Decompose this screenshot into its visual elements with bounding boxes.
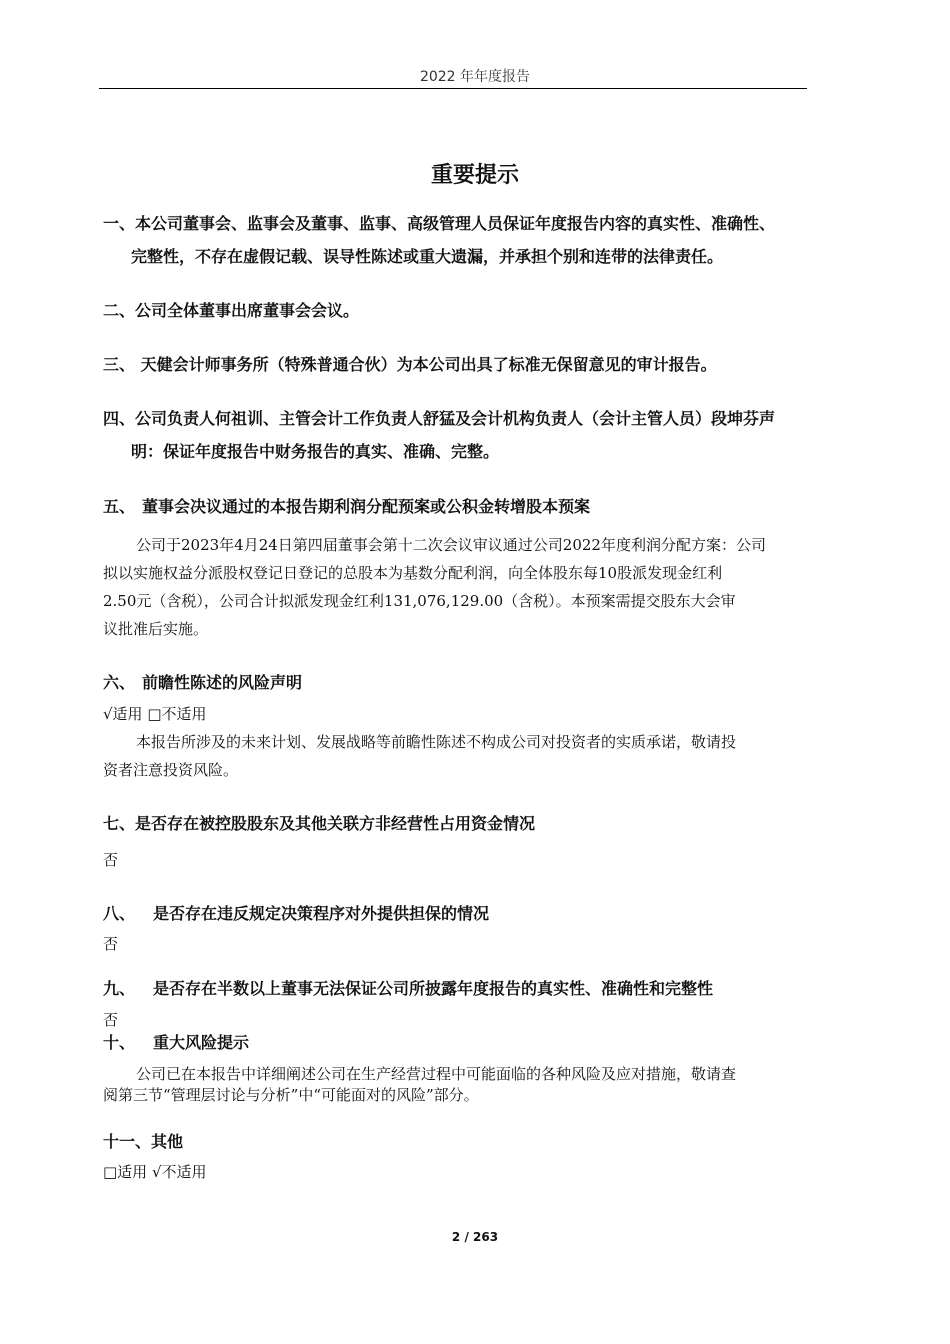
section-1-line-1: 一、本公司董事会、监事会及董事、监事、高级管理人员保证年度报告内容的真实性、准确性、: [103, 214, 776, 233]
section-1-line-2: 完整性，不存在虚假记载、误导性陈述或重大遗漏，并承担个别和连带的法律责任。: [131, 247, 724, 266]
section-6-number: 六、: [103, 673, 136, 692]
section-7-heading: 七、是否存在被控股股东及其他关联方非经营性占用资金情况: [103, 814, 536, 833]
section-11-heading: 十一、其他: [103, 1132, 184, 1151]
report-header: 2022 年年度报告: [419, 69, 531, 85]
section-10-body-line-1: 公司已在本报告中详细阐述公司在生产经营过程中可能面临的各种风险及应对措施，敬请查: [136, 1065, 737, 1083]
section-5-number: 五、: [103, 497, 136, 516]
section-4-line-1: 四、公司负责人何祖训、主管会计工作负责人舒猛及会计机构负责人（会计主管人员）段坤芬声: [103, 409, 776, 428]
section-10-heading: 重大风险提示: [153, 1033, 250, 1052]
section-3: 三、 天健会计师事务所（特殊普通合伙）为本公司出具了标准无保留意见的审计报告。: [103, 355, 717, 374]
section-8-answer: 否: [103, 935, 119, 953]
section-5-body-line-3: 2.50元（含税），公司合计拟派发现金红利131,076,129.00（含税）。本预案需提交股东大会审: [103, 592, 736, 610]
header-divider: [99, 88, 807, 89]
section-4-line-2: 明：保证年度报告中财务报告的真实、准确、完整。: [131, 442, 500, 461]
section-7-answer: 否: [103, 851, 119, 869]
section-5-body-line-4: 议批准后实施。: [103, 620, 209, 638]
section-10-number: 十、: [103, 1033, 136, 1052]
page-title: 重要提示: [430, 163, 519, 188]
section-6-body-line-1: 本报告所涉及的未来计划、发展战略等前瞻性陈述不构成公司对投资者的实质承诺，敬请投: [136, 733, 737, 751]
section-6-options: √适用 □不适用: [103, 705, 207, 723]
section-5-body-line-1: 公司于2023年4月24日第四届董事会第十二次会议审议通过公司2022年度利润分配方案：公司: [136, 536, 766, 554]
section-9-answer: 否: [103, 1011, 119, 1029]
section-10-body-line-2: 阅第三节“管理层讨论与分析”中“可能面对的风险”部分。: [103, 1086, 479, 1104]
section-11-options: □适用 √不适用: [103, 1163, 207, 1181]
section-5-heading: 董事会决议通过的本报告期利润分配预案或公积金转增股本预案: [142, 497, 591, 516]
section-8-number: 八、: [103, 904, 136, 923]
section-6-body-line-2: 资者注意投资风险。: [103, 761, 239, 779]
section-9-number: 九、: [103, 979, 136, 998]
section-9-heading: 是否存在半数以上董事无法保证公司所披露年度报告的真实性、准确性和完整性: [153, 979, 714, 998]
page-number: 2 / 263: [451, 1230, 499, 1244]
section-6-heading: 前瞻性陈述的风险声明: [142, 673, 303, 692]
section-8-heading: 是否存在违反规定决策程序对外提供担保的情况: [153, 904, 490, 923]
section-5-body-line-2: 拟以实施权益分派股权登记日登记的总股本为基数分配利润，向全体股东每10股派发现金红利: [103, 564, 723, 582]
section-2: 二、公司全体董事出席董事会会议。: [103, 301, 360, 320]
